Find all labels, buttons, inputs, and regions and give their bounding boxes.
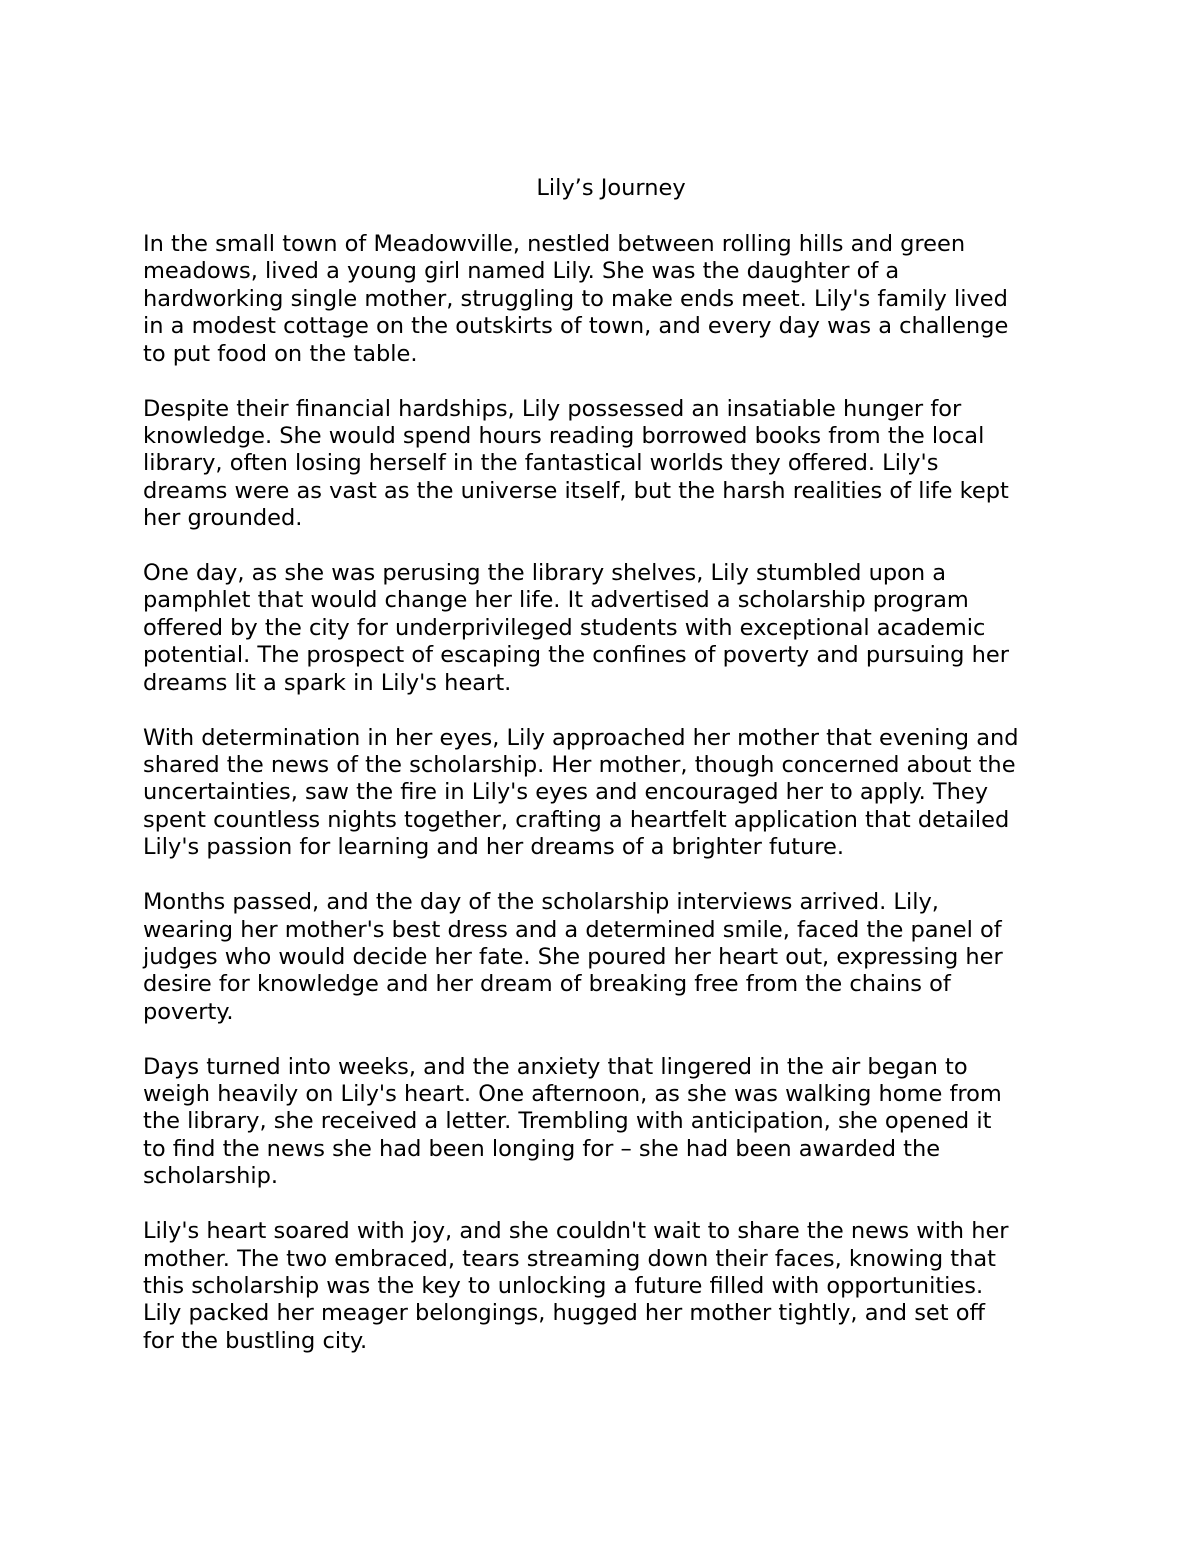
text-line: spent countless nights together, crafting a heartfelt application that detailed — [143, 806, 1010, 833]
paragraph — [143, 231, 1083, 368]
text-line: this scholarship was the key to unlocking a future filled with opportunities. — [143, 1273, 984, 1299]
text-line: uncertainties, saw the fire in Lily's eyes and encouraged her to apply. They — [143, 779, 989, 806]
text-line: Months passed, and the day of the scholarship interviews arrived. Lily, — [143, 889, 939, 916]
text-line: knowledge. She would spend hours reading borrowed books from the local — [143, 422, 985, 449]
text-line: Despite their financial hardships, Lily possessed an insatiable hunger for — [143, 395, 962, 422]
text-line: wearing her mother's best dress and a determined smile, faced the panel of — [143, 916, 1002, 943]
text-line: potential. The prospect of escaping the confines of poverty and pursuing her — [143, 642, 1009, 669]
text-line: meadows, lived a young girl named Lily. She was the daughter of a — [143, 258, 900, 285]
text-line: to put food on the table. — [143, 340, 418, 367]
text-line: One day, as she was perusing the library shelves, Lily stumbled upon a — [143, 560, 947, 587]
text-line: Lily packed her meager belongings, hugged her mother tightly, and set off — [143, 1300, 986, 1327]
text-line: for the bustling city. — [143, 1327, 368, 1354]
text-line: Lily's heart soared with joy, and she couldn't wait to share the news with her — [143, 1218, 1009, 1245]
text-line: mother. The two embraced, tears streaming down their faces, knowing that — [143, 1245, 996, 1272]
text-line: in a modest cottage on the outskirts of town, and every day was a challenge — [143, 313, 1009, 340]
text-line: dreams lit a spark in Lily's heart. — [143, 669, 512, 696]
text-line: In the small town of Meadowville, nestled between rolling hills and green — [143, 231, 966, 257]
story-body — [143, 231, 1083, 1355]
text-line: offered by the city for underprivileged students with exceptional academic — [143, 614, 986, 641]
text-line: judges who would decide her fate. She poured her heart out, expressing her — [143, 943, 1003, 970]
text-line: dreams were as vast as the universe itself, but the harsh realities of life kept — [143, 477, 1009, 504]
paragraph — [143, 725, 1083, 862]
document-page — [143, 170, 1083, 1383]
text-line: hardworking single mother, struggling to make ends meet. Lily's family lived — [143, 285, 1008, 312]
text-line: to find the news she had been longing for – she had been awarded the — [143, 1135, 941, 1162]
text-line: poverty. — [143, 998, 234, 1025]
text-line: weigh heavily on Lily's heart. One afternoon, as she was walking home from — [143, 1081, 1002, 1108]
paragraph — [143, 560, 1083, 697]
text-line: With determination in her eyes, Lily approached her mother that evening and — [143, 724, 1019, 751]
text-line: library, often losing herself in the fantastical worlds they offered. Lily's — [143, 450, 939, 477]
paragraph — [143, 1218, 1083, 1355]
text-line: Days turned into weeks, and the anxiety that lingered in the air began to — [143, 1053, 968, 1080]
paragraph — [143, 889, 1083, 1026]
paragraph — [143, 1054, 1083, 1191]
text-line: shared the news of the scholarship. Her mother, though concerned about the — [143, 752, 1016, 778]
text-line: scholarship. — [143, 1163, 279, 1190]
text-line: desire for knowledge and her dream of breaking free from the chains of — [143, 971, 951, 998]
paragraph — [143, 396, 1083, 533]
document-title: Lily’s Journey — [536, 175, 686, 201]
text-line: her grounded. — [143, 505, 303, 532]
text-line: the library, she received a letter. Trembling with anticipation, she opened it — [143, 1108, 992, 1135]
text-line: pamphlet that would change her life. It advertised a scholarship program — [143, 587, 969, 614]
text-line: Lily's passion for learning and her dreams of a brighter future. — [143, 834, 845, 861]
